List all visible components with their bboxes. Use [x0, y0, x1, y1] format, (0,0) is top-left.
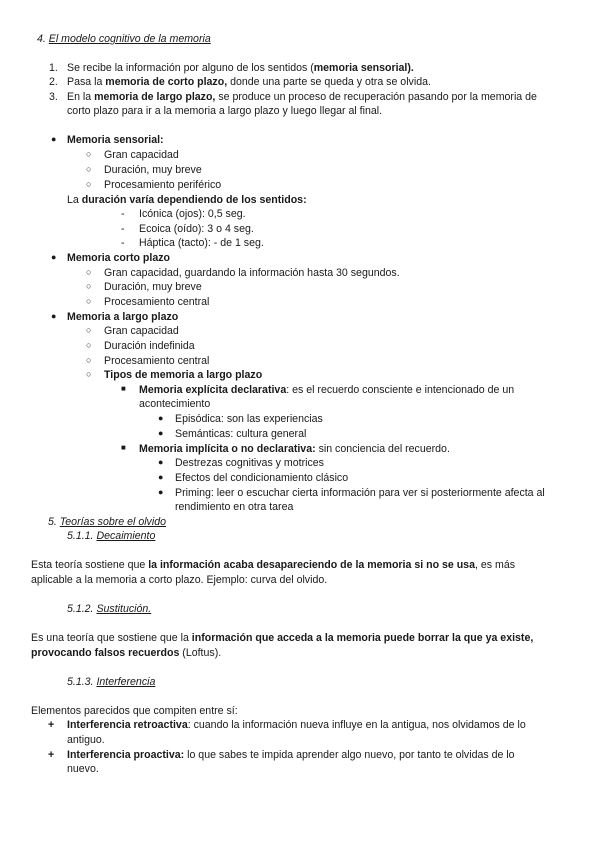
circle-bullet-icon: ○ — [86, 369, 92, 379]
subsection-number: 5.1.1. — [67, 530, 94, 542]
subsection-number: 5.1.3. — [67, 676, 94, 688]
explicita-continuation: acontecimiento — [139, 398, 211, 410]
dash-icon: - — [121, 237, 125, 249]
bullet-icon: ● — [158, 428, 164, 438]
retroactiva-line — [67, 718, 526, 732]
step-text-plain: Se recibe la información por alguno de los sentidos ( — [67, 62, 314, 74]
plus-icon: + — [48, 719, 55, 731]
interferencia-intro: Elementos parecidos que compiten entre sí: — [31, 705, 238, 717]
list-item — [49, 75, 58, 89]
step-text-bold: memoria de corto plazo, — [105, 76, 228, 88]
step-number: 2. — [49, 76, 58, 88]
bullet-icon: ● — [158, 487, 164, 497]
section-title: El modelo cognitivo de la memoria — [48, 33, 211, 45]
bullet-icon: ● — [51, 311, 57, 321]
step-text-plain: Pasa la — [67, 76, 106, 88]
circle-bullet-icon: ○ — [86, 164, 92, 174]
paragraph-bold: información que acceda a la memoria puede borrar la que ya existe, — [191, 632, 534, 644]
tipos-title — [104, 368, 262, 382]
section-title: Teorías sobre el olvido — [59, 516, 166, 528]
explicita-bold: Memoria explícita declarativa — [139, 384, 287, 396]
section-number: 4. — [37, 33, 46, 45]
implicita-bold: Memoria implícita o no declarativa: — [139, 443, 316, 455]
bullet-icon: ● — [51, 134, 57, 144]
corto-title — [67, 251, 170, 265]
list-item: Episódica: son las experiencias — [175, 413, 323, 425]
list-item — [49, 61, 58, 75]
subsection-title: Interferencia — [96, 676, 156, 688]
bullet-icon: ● — [158, 413, 164, 423]
duration-bold: duración varía dependiendo de los sentidos: — [81, 194, 307, 206]
section-4-heading — [37, 32, 211, 46]
subsection-heading — [67, 529, 155, 543]
circle-bullet-icon: ○ — [86, 325, 92, 335]
duration-pre: La — [67, 194, 82, 206]
list-item: Efectos del condicionamiento clásico — [175, 472, 349, 484]
retro-bold: Interferencia retroactiva — [67, 719, 188, 731]
proactiva-continuation: nuevo. — [67, 763, 99, 775]
section-number: 5. — [48, 516, 57, 528]
step-text — [67, 75, 431, 89]
sensorial-title-text: Memoria sensorial: — [67, 134, 164, 146]
square-bullet-icon: ■ — [121, 384, 126, 393]
explicita-line — [139, 383, 514, 397]
list-item: Icónica (ojos): 0,5 seg. — [139, 208, 246, 220]
circle-bullet-icon: ○ — [86, 355, 92, 365]
list-item: Duración indefinida — [104, 340, 195, 352]
subsection-heading — [67, 675, 155, 689]
sustitucion-paragraph — [31, 631, 533, 645]
bullet-icon: ● — [158, 472, 164, 482]
paragraph-bold: la información acaba desapareciendo de la memoria si no se usa — [148, 559, 475, 571]
step-text-bold: memoria de largo plazo, — [94, 91, 216, 103]
circle-bullet-icon: ○ — [86, 179, 92, 189]
circle-bullet-icon: ○ — [86, 296, 92, 306]
circle-bullet-icon: ○ — [86, 281, 92, 291]
retroactiva-continuation: antiguo. — [67, 734, 105, 746]
step-number: 1. — [49, 62, 58, 74]
subsection-heading — [67, 602, 151, 616]
step-text-bold: memoria sensorial). — [313, 62, 414, 74]
sustitucion-continuation — [31, 646, 221, 660]
step-number: 3. — [49, 91, 58, 103]
dash-icon: - — [121, 208, 125, 220]
implicita-line — [139, 442, 450, 456]
decaimiento-paragraph — [31, 558, 515, 572]
retro-rest: : cuando la información nueva influye en la antigua, nos olvidamos de lo — [187, 719, 526, 731]
step-text-plain: En la — [67, 91, 95, 103]
list-item: Duración, muy breve — [104, 281, 202, 293]
paragraph-text: Esta teoría sostiene que — [31, 559, 149, 571]
list-item: Procesamiento central — [104, 296, 210, 308]
list-item: Priming: leer o escuchar cierta información para ver si posteriormente afecta al — [175, 487, 545, 499]
paragraph-text: Es una teoría que sostiene que la — [31, 632, 192, 644]
paragraph-text: (Loftus). — [179, 647, 222, 659]
implicita-rest: sin conciencia del recuerdo. — [315, 443, 450, 455]
corto-title-text: Memoria corto plazo — [67, 252, 171, 264]
bullet-icon: ● — [158, 457, 164, 467]
list-item: Gran capacidad — [104, 325, 179, 337]
list-item: Gran capacidad — [104, 149, 179, 161]
subsection-title: Decaimiento — [96, 530, 156, 542]
duration-line — [67, 193, 307, 207]
paragraph-text: , es más — [474, 559, 516, 571]
list-item: Procesamiento central — [104, 355, 210, 367]
section-5-heading — [48, 515, 166, 529]
subsection-number: 5.1.2. — [67, 603, 94, 615]
tipos-title-text: Tipos de memoria a largo plazo — [104, 369, 263, 381]
circle-bullet-icon: ○ — [86, 340, 92, 350]
list-item: Destrezas cognitivas y motrices — [175, 457, 324, 469]
list-item: Háptica (tacto): - de 1 seg. — [139, 237, 264, 249]
largo-title — [67, 310, 178, 324]
decaimiento-continuation: aplicable a la memoria a corto plazo. Ejemplo: curva del olvido. — [31, 574, 328, 586]
list-item: Ecoica (oído): 3 o 4 seg. — [139, 223, 254, 235]
list-item: Procesamiento periférico — [104, 179, 222, 191]
subsection-title: Sustitución. — [96, 603, 152, 615]
plus-icon: + — [48, 749, 55, 761]
paragraph-bold: provocando falsos recuerdos — [31, 647, 180, 659]
proactiva-line — [67, 748, 515, 762]
circle-bullet-icon: ○ — [86, 267, 92, 277]
list-item: Semánticas: cultura general — [175, 428, 307, 440]
bullet-icon: ● — [51, 252, 57, 262]
pro-rest: lo que sabes te impida aprender algo nuevo, por tanto te olvidas de lo — [184, 749, 515, 761]
explicita-rest: : es el recuerdo consciente e intencionado de un — [286, 384, 515, 396]
step-text — [67, 61, 414, 75]
step-text-plain: se produce un proceso de recuperación pasando por la memoria de — [215, 91, 537, 103]
dash-icon: - — [121, 223, 125, 235]
circle-bullet-icon: ○ — [86, 149, 92, 159]
sensorial-title — [67, 133, 164, 147]
largo-title-text: Memoria a largo plazo — [67, 311, 179, 323]
list-item — [49, 90, 58, 104]
square-bullet-icon: ■ — [121, 443, 126, 452]
step-text-continuation: corto plazo para ir a la memoria a largo plazo y luego llegar al final. — [67, 105, 383, 117]
pro-bold: Interferencia proactiva: — [67, 749, 185, 761]
list-item: Duración, muy breve — [104, 164, 202, 176]
step-text — [67, 90, 537, 104]
step-text-plain: donde una parte se queda y otra se olvida. — [227, 76, 431, 88]
priming-continuation: rendimiento en otra tarea — [175, 501, 294, 513]
list-item: Gran capacidad, guardando la información hasta 30 segundos. — [104, 267, 400, 279]
